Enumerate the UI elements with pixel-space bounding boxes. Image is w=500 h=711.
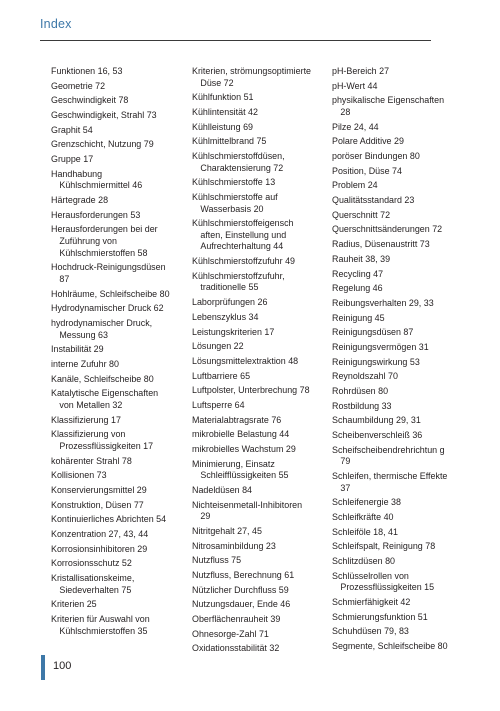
index-entry: Lösungsmittelextraktion 48 [192, 355, 299, 367]
index-entry: Kollisionen 73 [51, 470, 107, 482]
index-entry: interne Zufuhr 80 [51, 358, 119, 370]
index-entry: Schuhdüsen 79, 83 [332, 626, 409, 638]
page-header-title: Index [40, 17, 72, 31]
index-entry: Nutzungsdauer, Ende 46 [192, 599, 291, 611]
index-entry: Graphit 54 [51, 124, 93, 136]
index-entry: Schleifspalt, Reinigung 78 [332, 541, 436, 553]
index-entry: Luftsperre 64 [192, 399, 245, 411]
index-entry: Kriterien 25 [51, 599, 97, 611]
index-entry: Leistungskriterien 17 [192, 326, 275, 338]
index-entry: mikrobielle Belastung 44 [192, 429, 290, 441]
index-entry: pH-Wert 44 [332, 80, 378, 92]
index-entry: Laborprüfungen 26 [192, 297, 268, 309]
index-entry: Kühlschmierstoffeigensch aften, Einstellung und Aufrechterhaltung 44 [192, 218, 294, 253]
index-column-1 [51, 66, 172, 640]
index-entry: Handhabung Kühlschmiermittel 46 [51, 168, 143, 192]
index-entry: Gruppe 17 [51, 154, 94, 166]
index-entry: Kriterien, strömungsoptimierte Düse 72 [192, 66, 312, 89]
index-entry: Kontinuierliches Abrichten 54 [51, 514, 167, 526]
index-entry: Qualitätsstandard 23 [332, 195, 415, 207]
index-entry: Instabilität 29 [51, 344, 104, 356]
index-entry: Korrosionsinhibitoren 29 [51, 543, 148, 555]
index-entry: Schlitzdüsen 80 [332, 556, 395, 568]
index-entry: Katalytische Eigenschaften von Metallen 32 [51, 388, 159, 411]
index-entry: Korrosionsschutz 52 [51, 558, 132, 570]
header-divider [40, 40, 431, 41]
index-entry: Hochdruck-Reinigungsdüsen 87 [51, 262, 166, 285]
index-entry: Oberflächenrauheit 39 [192, 614, 281, 626]
index-entry: Kühlintensität 42 [192, 106, 258, 118]
index-entry: Hohlräume, Schleifscheibe 80 [51, 288, 170, 300]
index-entry: Klassifizierung von Prozessflüssigkeiten 17 [51, 429, 154, 452]
index-entry: Kanäle, Schleifscheibe 80 [51, 373, 154, 385]
index-entry: pH-Bereich 27 [332, 66, 390, 77]
index-entry: Härtegrade 28 [51, 195, 109, 207]
index-entry: Herausforderungen bei der Zuführung von Kühlschmierstoffen 58 [51, 224, 158, 259]
index-entry: Nichteisenmetall-Inhibitoren 29 [192, 499, 303, 523]
index-entry: Ohnesorge-Zahl 71 [192, 628, 269, 640]
index-entry: Querschnitt 72 [332, 209, 391, 221]
index-entry: physikalische Eigenschaften 28 [332, 95, 445, 118]
index-entry: Rauheit 38, 39 [332, 253, 391, 265]
index-entry: Schmierungsfunktion 51 [332, 611, 428, 623]
index-entry: Nadeldüsen 84 [192, 484, 253, 496]
index-entry: Konstruktion, Düsen 77 [51, 499, 144, 511]
index-entry: Polare Additive 29 [332, 136, 404, 148]
index-entry: Recycling 47 [332, 268, 384, 280]
index-entry: Regelung 46 [332, 283, 383, 295]
index-entry: Position, Düse 74 [332, 165, 402, 177]
index-entry: Nitrosaminbildung 23 [192, 540, 276, 552]
index-entry: Oxidationsstabilität 32 [192, 643, 280, 655]
index-entry: Kühlschmierstoffdüsen, Charaktensierung 72 [192, 151, 285, 174]
index-entry: Nutzfluss, Berechnung 61 [192, 570, 295, 581]
index-entry: Kühlschmierstoffzufuhr, traditionelle 55 [192, 270, 285, 294]
index-entry: Reynoldszahl 70 [332, 371, 398, 383]
index-entry: Reibungsverhalten 29, 33 [332, 297, 434, 309]
index-entry: Kristallisationskeime, Siedeverhalten 75 [51, 573, 135, 596]
index-entry: Kühlschmierstoffe auf Wasserbasis 20 [192, 192, 278, 215]
index-entry: Schlüsselrollen von Prozessflüssigkeiten 15 [332, 570, 435, 594]
index-entry: Schleifkräfte 40 [332, 512, 394, 524]
index-entry: Lebenszyklus 34 [192, 311, 259, 323]
index-entry: Konservierungsmittel 29 [51, 484, 147, 496]
index-entry: Herausforderungen 53 [51, 209, 141, 221]
index-entry: Kühlmittelbrand 75 [192, 136, 267, 148]
index-entry: Konzentration 27, 43, 44 [51, 529, 149, 541]
page-number: 100 [53, 660, 72, 672]
index-entry: Kühlschmierstoffe 13 [192, 177, 276, 189]
index-entry: Rohrdüsen 80 [332, 386, 389, 398]
index-entry: Schleifenergie 38 [332, 497, 401, 509]
index-entry: Nützlicher Durchfluss 59 [192, 584, 289, 596]
index-column-3 [332, 66, 453, 656]
index-entry: Reinigungswirkung 53 [332, 356, 420, 368]
index-entry: Schleiföle 18, 41 [332, 526, 398, 538]
index-entry: Querschnittsänderungen 72 [332, 224, 443, 236]
index-entry: Scheibenverschleiß 36 [332, 430, 423, 442]
index-entry: Lösungen 22 [192, 341, 244, 353]
index-entry: Kühlschmierstoffzufuhr 49 [192, 256, 295, 268]
index-entry: Problem 24 [332, 180, 378, 192]
index-entry: Hydrodynamischer Druck 62 [51, 303, 164, 315]
page-number-marker [41, 655, 45, 680]
index-entry: Luftpolster, Unterbrechung 78 [192, 385, 310, 397]
index-entry: Schaumbildung 29, 31 [332, 415, 421, 427]
index-entry: Schleifen, thermische Effekte 37 [332, 471, 448, 494]
index-entry: poröser Bindungen 80 [332, 151, 420, 163]
index-entry: mikrobielles Wachstum 29 [192, 444, 296, 455]
index-entry: Geschwindigkeit, Strahl 73 [51, 110, 157, 122]
index-entry: Reinigungsvermögen 31 [332, 341, 429, 353]
index-entry: Minimierung, Einsatz Schleifflüssigkeiten 55 [192, 458, 289, 482]
index-entry: Reinigungsdüsen 87 [332, 327, 414, 339]
index-entry: Kühlleistung 69 [192, 121, 254, 133]
index-entry: Grenzschicht, Nutzung 79 [51, 139, 154, 151]
index-entry: kohärenter Strahl 78 [51, 455, 132, 467]
index-entry: Geschwindigkeit 78 [51, 95, 129, 107]
index-column-2 [192, 66, 313, 658]
index-entry: Reinigung 45 [332, 312, 385, 324]
index-entry: Nitritgehalt 27, 45 [192, 525, 262, 537]
index-entry: Schmierfähigkeit 42 [332, 597, 411, 609]
index-entry: Scheifscheibendrehrichtun g 79 [332, 444, 445, 468]
index-entry: hydrodynamischer Druck, Messung 63 [51, 318, 153, 341]
index-entry: Nutzfluss 75 [192, 555, 242, 567]
index-entry: Radius, Düsenaustritt 73 [332, 239, 430, 251]
index-entry: Rostbildung 33 [332, 400, 392, 412]
index-entry: Luftbarriere 65 [192, 370, 251, 382]
index-entry: Segmente, Schleifscheibe 80 [332, 641, 448, 653]
index-entry: Kühlfunktion 51 [192, 92, 254, 104]
index-entry: Klassifizierung 17 [51, 414, 121, 426]
index-entry: Geometrie 72 [51, 80, 106, 92]
index-entry: Materialabtragsrate 76 [192, 414, 282, 426]
index-entry: Funktionen 16, 53 [51, 66, 123, 77]
index-entry: Pilze 24, 44 [332, 121, 379, 133]
index-entry: Kriterien für Auswahl von Kühlschmierstoffen 35 [51, 614, 150, 637]
